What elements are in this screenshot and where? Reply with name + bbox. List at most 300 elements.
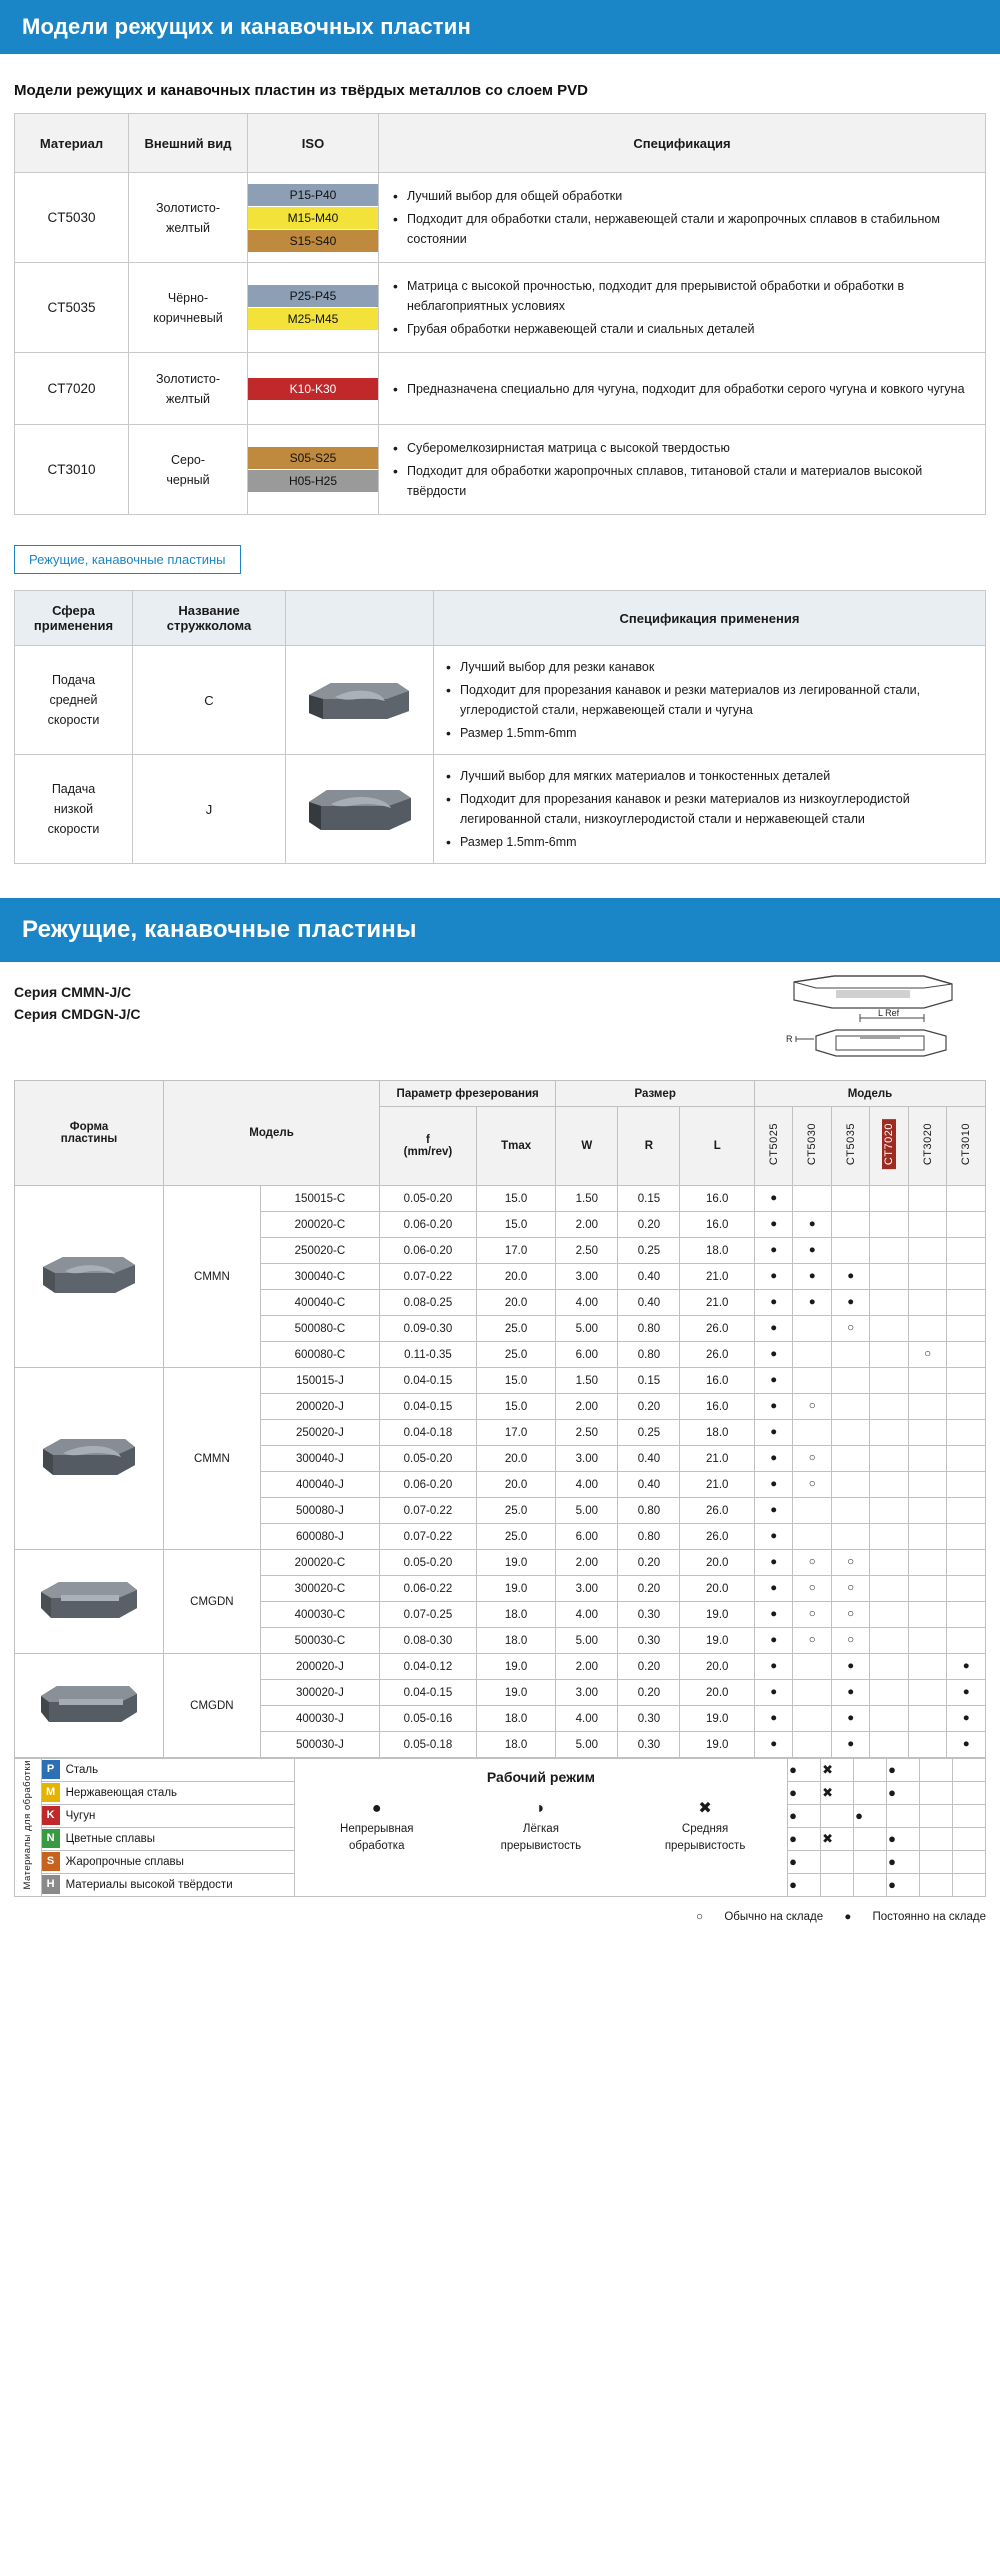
cell-application-spec: [434, 755, 986, 864]
cell-grade-mark-ct5030: [793, 1420, 831, 1446]
cell-tmax: 15.0: [476, 1394, 555, 1420]
cell-grade-mark-ct5030: ●: [793, 1290, 831, 1316]
material-key: P: [42, 1760, 60, 1779]
cell-l: 26.0: [680, 1524, 755, 1550]
table-row: [15, 755, 986, 864]
cell-r: 0.40: [618, 1446, 680, 1472]
spec-item: • Предназначена специально для чугуна, подходит для обработки серого чугуна и ковкого чугуна: [393, 379, 971, 399]
regime-glyph: ●: [371, 1800, 382, 1817]
cell-model: 500030-J: [260, 1732, 379, 1758]
cell-l: 26.0: [680, 1342, 755, 1368]
cell-tmax: 20.0: [476, 1446, 555, 1472]
cell-grade-mark-ct7020: [870, 1420, 908, 1446]
cell-grade-mark-ct7020: [870, 1498, 908, 1524]
cell-grade-mark-ct5035: [831, 1238, 869, 1264]
col-application-area: Сфера применения: [15, 591, 133, 646]
cell-grade-mark-ct5035: ●: [831, 1680, 869, 1706]
material-key: K: [42, 1806, 60, 1825]
cell-grade-mark-ct3020: [908, 1264, 946, 1290]
cell-l: 20.0: [680, 1680, 755, 1706]
cell-l: 26.0: [680, 1316, 755, 1342]
legend-mark: ●: [854, 1804, 887, 1827]
cell-family: CMGDN: [163, 1654, 260, 1758]
iso-bar: S15-S40: [248, 230, 378, 252]
cell-grade-mark-ct7020: [870, 1524, 908, 1550]
cell-grade-mark-ct3010: [947, 1290, 986, 1316]
cell-grade-mark-ct5025: ●: [754, 1316, 792, 1342]
spec-item: • Грубая обработки нержавеющей стали и сиальных деталей: [393, 319, 971, 339]
cell-r: 0.25: [618, 1238, 680, 1264]
cell-w: 3.00: [556, 1446, 618, 1472]
cell-f: 0.07-0.22: [380, 1524, 477, 1550]
insert-j-icon: [286, 755, 434, 864]
cell-specification: [379, 173, 986, 263]
legend-mark: ✖: [821, 1781, 854, 1804]
legend-mark: [953, 1759, 986, 1782]
cell-f: 0.04-0.15: [380, 1394, 477, 1420]
cell-f: 0.07-0.22: [380, 1498, 477, 1524]
cell-grade-mark-ct7020: [870, 1238, 908, 1264]
legend-mark: [854, 1873, 887, 1896]
col-w: W: [556, 1107, 618, 1186]
cell-l: 21.0: [680, 1264, 755, 1290]
cell-appearance: Золотисто- желтый: [129, 353, 248, 425]
cell-grade-mark-ct7020: [870, 1316, 908, 1342]
cell-family: CMGDN: [163, 1550, 260, 1654]
legend-mark: ●: [788, 1804, 821, 1827]
regime-medium-interrupted: ✖ Средняя прерывистость: [630, 1799, 780, 1854]
cell-r: 0.40: [618, 1264, 680, 1290]
cell-grade-mark-ct7020: [870, 1472, 908, 1498]
dimension-sketch: [774, 974, 974, 1075]
cell-l: 26.0: [680, 1498, 755, 1524]
table-row: [15, 1368, 986, 1394]
legend-mark: ✖: [821, 1827, 854, 1850]
insert-cmmn-c-icon: [15, 1186, 164, 1368]
cell-model: 600080-J: [260, 1524, 379, 1550]
cell-grade-mark-ct5025: ●: [754, 1368, 792, 1394]
cell-grade-mark-ct7020: [870, 1290, 908, 1316]
cell-grade-mark-ct5030: ○: [793, 1472, 831, 1498]
cell-grade-mark-ct3020: [908, 1732, 946, 1758]
iso-bar: M25-M45: [248, 308, 378, 330]
cell-grade-mark-ct7020: [870, 1264, 908, 1290]
insert-cmgdn-c-icon: [15, 1550, 164, 1654]
cell-tmax: 18.0: [476, 1602, 555, 1628]
legend-mark: ●: [887, 1759, 920, 1782]
cell-grade-mark-ct5035: [831, 1524, 869, 1550]
cell-model: 300020-J: [260, 1680, 379, 1706]
table-row: [15, 1550, 986, 1576]
cell-grade-mark-ct5035: ○: [831, 1576, 869, 1602]
cell-grade-mark-ct5025: ●: [754, 1420, 792, 1446]
cell-application-spec: [434, 646, 986, 755]
cell-l: 21.0: [680, 1472, 755, 1498]
legend-mark: [821, 1850, 854, 1873]
spec-item: • Лучший выбор для резки канавок: [446, 657, 973, 677]
cell-grade-mark-ct5030: [793, 1186, 831, 1212]
cell-grade-mark-ct5035: ●: [831, 1706, 869, 1732]
chipbreaker-table: [14, 590, 986, 864]
section1-subtitle: Модели режущих и канавочных пластин из твёрдых металлов со слоем PVD: [14, 82, 589, 99]
cell-tmax: 17.0: [476, 1420, 555, 1446]
cell-material: CT7020: [15, 353, 129, 425]
legend-mark: [821, 1873, 854, 1896]
cell-tmax: 18.0: [476, 1628, 555, 1654]
cell-model: 150015-J: [260, 1368, 379, 1394]
cell-f: 0.05-0.20: [380, 1550, 477, 1576]
legend-mark: ●: [788, 1781, 821, 1804]
iso-bar: P15-P40: [248, 184, 378, 207]
legend-mark: [920, 1850, 953, 1873]
table-row: [15, 173, 986, 263]
legend-mark: ●: [887, 1827, 920, 1850]
insert-cmgdn-j-icon: [15, 1654, 164, 1758]
cell-grade-mark-ct5025: ●: [754, 1290, 792, 1316]
regime-continuous: ● Непрерывная обработка: [302, 1799, 452, 1854]
spec-item: • Лучший выбор для мягких материалов и тонкостенных деталей: [446, 766, 973, 786]
legend-mark: ●: [788, 1873, 821, 1896]
insert-c-icon: [286, 646, 434, 755]
cell-grade-mark-ct5030: [793, 1680, 831, 1706]
cell-model: 400030-J: [260, 1706, 379, 1732]
cell-grade-mark-ct7020: [870, 1680, 908, 1706]
cell-r: 0.20: [618, 1394, 680, 1420]
legend-mark: [953, 1850, 986, 1873]
cell-tmax: 25.0: [476, 1524, 555, 1550]
cell-grade-mark-ct3010: [947, 1342, 986, 1368]
cell-grade-mark-ct5025: ●: [754, 1394, 792, 1420]
legend-mark: [920, 1804, 953, 1827]
col-grade-ct5030: CT5030: [793, 1107, 831, 1186]
cell-grade-mark-ct3020: [908, 1290, 946, 1316]
cell-appearance: Чёрно- коричневый: [129, 263, 248, 353]
cell-w: 6.00: [556, 1342, 618, 1368]
legend-mark: [854, 1781, 887, 1804]
cell-r: 0.40: [618, 1472, 680, 1498]
legend-mark: [953, 1781, 986, 1804]
cell-grade-mark-ct3020: [908, 1446, 946, 1472]
material-key: H: [42, 1875, 60, 1894]
legend-mark: ●: [788, 1759, 821, 1782]
cell-w: 5.00: [556, 1498, 618, 1524]
cell-grade-mark-ct3020: [908, 1654, 946, 1680]
cell-model: 500080-J: [260, 1498, 379, 1524]
cell-l: 16.0: [680, 1368, 755, 1394]
spec-item: • Лучший выбор для общей обработки: [393, 186, 971, 206]
cell-r: 0.20: [618, 1576, 680, 1602]
col-grade-ct5025: CT5025: [754, 1107, 792, 1186]
cell-l: 19.0: [680, 1628, 755, 1654]
legend-mark: [854, 1827, 887, 1850]
table-header-row-top: [15, 1081, 986, 1107]
legend-row: [15, 1759, 986, 1782]
material-key: N: [42, 1829, 60, 1848]
legend-mark: [920, 1873, 953, 1896]
cell-grade-mark-ct5035: [831, 1420, 869, 1446]
cell-grade-mark-ct3010: [947, 1524, 986, 1550]
cell-grade-mark-ct3010: [947, 1238, 986, 1264]
cell-tmax: 15.0: [476, 1368, 555, 1394]
cell-grade-mark-ct5035: [831, 1446, 869, 1472]
spec-item: • Подходит для прорезания канавок и резки материалов из низкоуглеродистой легированной стали, низкоуглеродистой стали и нержавеющей стали: [446, 789, 973, 829]
table-row: [15, 263, 986, 353]
cell-f: 0.04-0.18: [380, 1420, 477, 1446]
legend-mark: [953, 1827, 986, 1850]
cell-f: 0.05-0.18: [380, 1732, 477, 1758]
cell-grade-mark-ct3010: [947, 1316, 986, 1342]
legend-material-n: [41, 1827, 294, 1850]
spec-item: • Подходит для обработки жаропрочных сплавов, титановой стали и материалов высокой твёрдости: [393, 461, 971, 501]
cell-grade-mark-ct5035: ●: [831, 1290, 869, 1316]
cell-w: 3.00: [556, 1264, 618, 1290]
cell-grade-mark-ct3020: [908, 1238, 946, 1264]
cell-specification: [379, 425, 986, 515]
spec-item: • Подходит для прорезания канавок и резки материалов из легированной стали, углеродистой стали, нержавеющей стали и чугуна: [446, 680, 973, 720]
cell-l: 19.0: [680, 1732, 755, 1758]
regime-glyph: ✖: [698, 1800, 712, 1817]
cell-grade-mark-ct5030: [793, 1654, 831, 1680]
cell-w: 5.00: [556, 1732, 618, 1758]
cell-grade-mark-ct5030: ○: [793, 1446, 831, 1472]
col-milling-params: Параметр фрезерования: [380, 1081, 556, 1107]
cell-w: 3.00: [556, 1576, 618, 1602]
cell-grade-mark-ct7020: [870, 1732, 908, 1758]
cell-grade-mark-ct5030: ○: [793, 1394, 831, 1420]
cell-grade-mark-ct3020: [908, 1602, 946, 1628]
cell-grade-mark-ct5035: ●: [831, 1732, 869, 1758]
cell-w: 4.00: [556, 1290, 618, 1316]
cell-grade-mark-ct3020: [908, 1368, 946, 1394]
col-application-spec: Спецификация применения: [434, 591, 986, 646]
cell-w: 2.00: [556, 1654, 618, 1680]
cell-grade-mark-ct5025: ●: [754, 1342, 792, 1368]
cell-r: 0.20: [618, 1680, 680, 1706]
cell-tmax: 19.0: [476, 1680, 555, 1706]
legend-mark: ●: [887, 1873, 920, 1896]
cell-material: CT5030: [15, 173, 129, 263]
svg-text:R: R: [786, 1034, 793, 1044]
cell-tmax: 18.0: [476, 1732, 555, 1758]
stock-usual: ○ Обычно на складе: [696, 1910, 824, 1923]
cell-grade-mark-ct5025: ●: [754, 1706, 792, 1732]
cell-grade-mark-ct3010: [947, 1446, 986, 1472]
cell-f: 0.06-0.20: [380, 1472, 477, 1498]
cell-grade-mark-ct5025: ●: [754, 1498, 792, 1524]
cell-w: 2.50: [556, 1238, 618, 1264]
cell-grade-mark-ct5035: [831, 1394, 869, 1420]
cell-tmax: 15.0: [476, 1212, 555, 1238]
col-specification: Спецификация: [379, 114, 986, 173]
cell-grade-mark-ct3020: [908, 1524, 946, 1550]
cell-w: 2.00: [556, 1212, 618, 1238]
cell-specification: [379, 263, 986, 353]
series-cmmn-label: Серия CMMN-J/C: [14, 984, 132, 1000]
table-row: [15, 1186, 986, 1212]
section3-header-area: [0, 962, 1000, 1080]
material-name: Сталь: [65, 1763, 99, 1776]
cell-grade-mark-ct5030: [793, 1706, 831, 1732]
cell-f: 0.04-0.15: [380, 1680, 477, 1706]
cell-tmax: 25.0: [476, 1316, 555, 1342]
table-row: [15, 1654, 986, 1680]
cell-f: 0.05-0.20: [380, 1446, 477, 1472]
table-row: [15, 425, 986, 515]
cell-w: 3.00: [556, 1680, 618, 1706]
cell-grade-mark-ct5030: [793, 1368, 831, 1394]
legend-table: [14, 1758, 986, 1897]
cell-l: 21.0: [680, 1290, 755, 1316]
cell-material: CT3010: [15, 425, 129, 515]
cell-grade-mark-ct5025: ●: [754, 1186, 792, 1212]
cell-r: 0.30: [618, 1602, 680, 1628]
cell-grade-mark-ct5030: ○: [793, 1550, 831, 1576]
legend-material-k: [41, 1804, 294, 1827]
cell-grade-mark-ct5035: [831, 1368, 869, 1394]
cell-grade-mark-ct7020: [870, 1602, 908, 1628]
cell-grade-mark-ct7020: [870, 1576, 908, 1602]
iso-bar: S05-S25: [248, 447, 378, 470]
legend-mark: ●: [788, 1827, 821, 1850]
cell-grade-mark-ct7020: [870, 1186, 908, 1212]
cell-l: 16.0: [680, 1186, 755, 1212]
cell-grade-mark-ct3020: [908, 1680, 946, 1706]
table-row: [15, 646, 986, 755]
legend-mark: ●: [887, 1850, 920, 1873]
cell-grade-mark-ct5035: [831, 1212, 869, 1238]
cell-f: 0.06-0.20: [380, 1238, 477, 1264]
cell-w: 6.00: [556, 1524, 618, 1550]
cell-w: 2.00: [556, 1394, 618, 1420]
cell-tmax: 18.0: [476, 1706, 555, 1732]
legend-mark: ✖: [821, 1759, 854, 1782]
cell-grade-mark-ct3020: [908, 1186, 946, 1212]
cell-grade-mark-ct5030: ●: [793, 1238, 831, 1264]
cell-tmax: 20.0: [476, 1264, 555, 1290]
cell-model: 200020-J: [260, 1654, 379, 1680]
iso-bar: K10-K30: [248, 378, 378, 400]
cell-grade-mark-ct5030: [793, 1342, 831, 1368]
stock-permanent: ● Постоянно на складе: [844, 1910, 986, 1923]
section3-banner: Режущие, канавочные пластины: [0, 898, 1000, 962]
cell-w: 2.00: [556, 1550, 618, 1576]
col-model: Модель: [163, 1081, 379, 1186]
legend-mark: [953, 1873, 986, 1896]
cell-grade-mark-ct3020: ○: [908, 1342, 946, 1368]
cell-w: 5.00: [556, 1628, 618, 1654]
cell-tmax: 17.0: [476, 1238, 555, 1264]
cell-tmax: 25.0: [476, 1498, 555, 1524]
legend-material-p: [41, 1759, 294, 1782]
cell-grade-mark-ct3010: ●: [947, 1706, 986, 1732]
cell-grade-mark-ct5025: ●: [754, 1602, 792, 1628]
cell-grade-mark-ct5030: [793, 1732, 831, 1758]
cell-model: 200020-C: [260, 1212, 379, 1238]
cell-grade-mark-ct5025: ●: [754, 1628, 792, 1654]
cell-grade-mark-ct7020: [870, 1706, 908, 1732]
operating-regime-block: [294, 1759, 787, 1897]
cell-f: 0.09-0.30: [380, 1316, 477, 1342]
legend-mark: [920, 1781, 953, 1804]
cell-iso: [248, 353, 379, 425]
cell-grade-mark-ct5025: ●: [754, 1732, 792, 1758]
cell-grade-mark-ct5035: ○: [831, 1602, 869, 1628]
regime-title: Рабочий режим: [486, 1769, 595, 1785]
cell-r: 0.30: [618, 1628, 680, 1654]
cell-grade-mark-ct7020: [870, 1342, 908, 1368]
cell-grade-mark-ct5030: [793, 1524, 831, 1550]
cell-grade-mark-ct5030: ○: [793, 1602, 831, 1628]
cell-w: 4.00: [556, 1602, 618, 1628]
cell-model: 200020-J: [260, 1394, 379, 1420]
cell-f: 0.07-0.22: [380, 1264, 477, 1290]
cell-grade-mark-ct5025: ●: [754, 1446, 792, 1472]
col-material: Материал: [15, 114, 129, 173]
cell-model: 150015-C: [260, 1186, 379, 1212]
cell-grade-mark-ct5035: ●: [831, 1654, 869, 1680]
cell-w: 2.50: [556, 1420, 618, 1446]
cell-grade-mark-ct7020: [870, 1654, 908, 1680]
cell-grade-mark-ct3020: [908, 1212, 946, 1238]
cell-tmax: 19.0: [476, 1654, 555, 1680]
cell-tmax: 19.0: [476, 1550, 555, 1576]
spec-item: • Размер 1.5mm-6mm: [446, 832, 973, 852]
cell-grade-mark-ct5035: ○: [831, 1628, 869, 1654]
col-appearance: Внешний вид: [129, 114, 248, 173]
legend-mark: [854, 1759, 887, 1782]
cell-grade-mark-ct7020: [870, 1394, 908, 1420]
cell-specification: [379, 353, 986, 425]
cell-f: 0.08-0.30: [380, 1628, 477, 1654]
col-insert-image: [286, 591, 434, 646]
cell-application-area: Подача средней скорости: [15, 646, 133, 755]
cell-grade-mark-ct7020: [870, 1446, 908, 1472]
material-name: Нержавеющая сталь: [65, 1786, 178, 1799]
cell-r: 0.15: [618, 1368, 680, 1394]
cell-w: 4.00: [556, 1706, 618, 1732]
cell-f: 0.05-0.16: [380, 1706, 477, 1732]
cell-grade-mark-ct3010: ●: [947, 1654, 986, 1680]
table-header-row: [15, 114, 986, 173]
cell-tmax: 19.0: [476, 1576, 555, 1602]
spec-item: • Суберомелкозирнистая матрица с высокой твердостью: [393, 438, 971, 458]
cell-iso: [248, 173, 379, 263]
cell-grade-mark-ct5030: [793, 1316, 831, 1342]
cell-r: 0.40: [618, 1290, 680, 1316]
cell-grade-mark-ct3010: ●: [947, 1680, 986, 1706]
cell-grade-mark-ct3020: [908, 1316, 946, 1342]
table-header-row: [15, 591, 986, 646]
cell-grade-mark-ct5025: ●: [754, 1524, 792, 1550]
cell-model: 250020-C: [260, 1238, 379, 1264]
cell-model: 200020-C: [260, 1550, 379, 1576]
cell-model: 400030-C: [260, 1602, 379, 1628]
cell-model: 500030-C: [260, 1628, 379, 1654]
cell-grade-mark-ct3010: [947, 1264, 986, 1290]
cell-grade-mark-ct3020: [908, 1472, 946, 1498]
cell-grade-mark-ct3010: [947, 1212, 986, 1238]
cell-r: 0.15: [618, 1186, 680, 1212]
pvd-grades-table: [14, 113, 986, 515]
series-cmdgn-label: Серия CMDGN-J/C: [14, 1006, 141, 1022]
col-f: f (mm/rev): [380, 1107, 477, 1186]
legend-material-h: [41, 1873, 294, 1896]
cell-grade-mark-ct3020: [908, 1394, 946, 1420]
cell-grade-mark-ct5025: ●: [754, 1212, 792, 1238]
cell-grade-mark-ct3010: [947, 1498, 986, 1524]
material-key: S: [42, 1852, 60, 1871]
cell-model: 300020-C: [260, 1576, 379, 1602]
